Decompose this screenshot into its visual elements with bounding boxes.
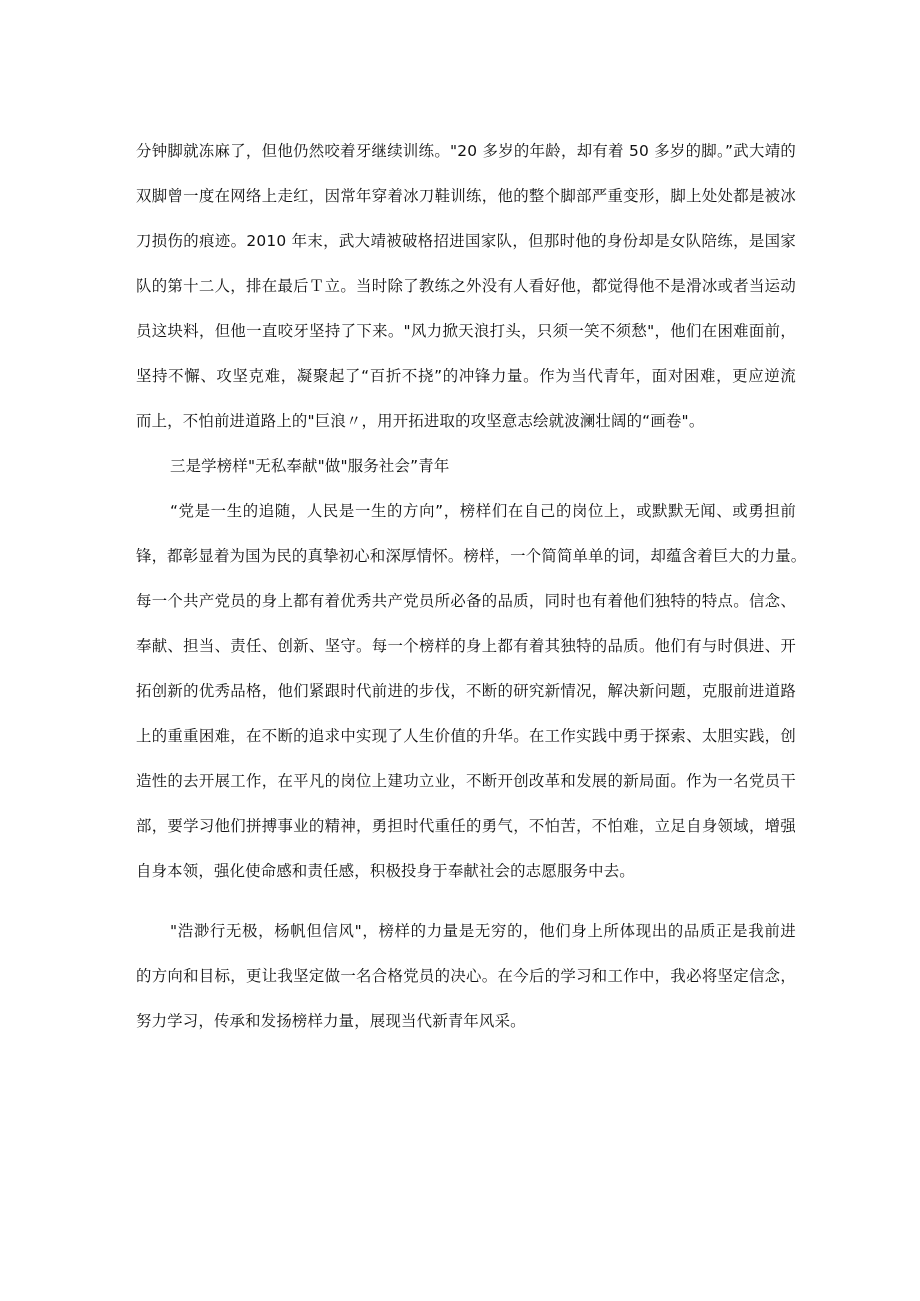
- paragraph-2-line-3: 每一个共产党员的身上都有着优秀共产党员所必备的品质，同时也有着他们独特的特点。信念、: [136, 592, 796, 610]
- paragraph-2-line-6: 上的重重困难，在不断的追求中实现了人生价值的升华。在工作实践中勇于探索、太胆实践，创: [136, 727, 796, 745]
- paragraph-2-line-4: 奉献、担当、责任、创新、坚守。每一个榜样的身上都有着其独特的品质。他们有与时俱进、开: [136, 637, 796, 655]
- paragraph-3-line-2: 的方向和目标，更让我坚定做一名合格党员的决心。在今后的学习和工作中，我必将坚定信念，: [136, 967, 796, 985]
- paragraph-1-line-2: 双脚曾一度在网络上走红，因常年穿着冰刀鞋训练，他的整个脚部严重变形，脚上处处都是被冰: [136, 187, 796, 205]
- paragraph-2-line-5: 拓创新的优秀品格，他们紧跟时代前进的步伐，不断的研究新情况，解决新问题，克服前进道路: [136, 682, 796, 700]
- paragraph-1-line-4: 队的第十二人，排在最后Ｔ立。当时除了教练之外没有人看好他，都觉得他不是滑冰或者当运动: [136, 277, 796, 295]
- paragraph-3-line-3: 努力学习，传承和发扬榜样力量，展现当代新青年风采。: [136, 1012, 526, 1030]
- paragraph-2-line-2: 锋，都彰显着为国为民的真挚初心和深厚情怀。榜样，一个简简单单的词，却蕴含着巨大的力量。: [136, 547, 807, 565]
- paragraph-2-line-9: 自身本领，强化使命感和责任感，积极投身于奉献社会的志愿服务中去。: [136, 862, 635, 880]
- paragraph-1-line-5: 员这块料，但他一直咬牙坚持了下来。"风力掀天浪打头，只须一笑不须愁"，他们在困难面前，: [136, 322, 796, 340]
- paragraph-1-line-1: 分钟脚就冻麻了，但他仍然咬着牙继续训练。"20 多岁的年龄，却有着 50 多岁的脚。”武大靖的: [136, 142, 796, 160]
- paragraph-1-line-6: 坚持不懈、攻坚克难，凝聚起了“百折不挠”的冲锋力量。作为当代青年，面对困难，更应逆流: [136, 367, 796, 385]
- paragraph-3-line-1: "浩渺行无极，杨帆但信风"，榜样的力量是无穷的，他们身上所体现出的品质正是我前进: [170, 922, 796, 940]
- paragraph-1-line-3: 刀损伤的痕迹。2010 年末，武大靖被破格招进国家队，但那时他的身份却是女队陪练，是国家: [136, 232, 796, 250]
- paragraph-2-line-7: 造性的去开展工作，在平凡的岗位上建功立业，不断开创改革和发展的新局面。作为一名党员干: [136, 772, 796, 790]
- paragraph-1-line-7: 而上，不怕前进道路上的"巨浪〃，用开拓进取的攻坚意志绘就波澜壮阔的“画卷"。: [136, 412, 705, 430]
- paragraph-2-line-8: 部，要学习他们拼搏事业的精神，勇担时代重任的勇气，不怕苦，不怕难，立足自身领域，增强: [136, 817, 796, 835]
- paragraph-2-line-1: “党是一生的追随，人民是一生的方向”，榜样们在自己的岗位上，或默默无闻、或勇担前: [170, 502, 796, 520]
- section-heading: 三是学榜样"无私奉献"做"服务社会”青年: [170, 457, 450, 475]
